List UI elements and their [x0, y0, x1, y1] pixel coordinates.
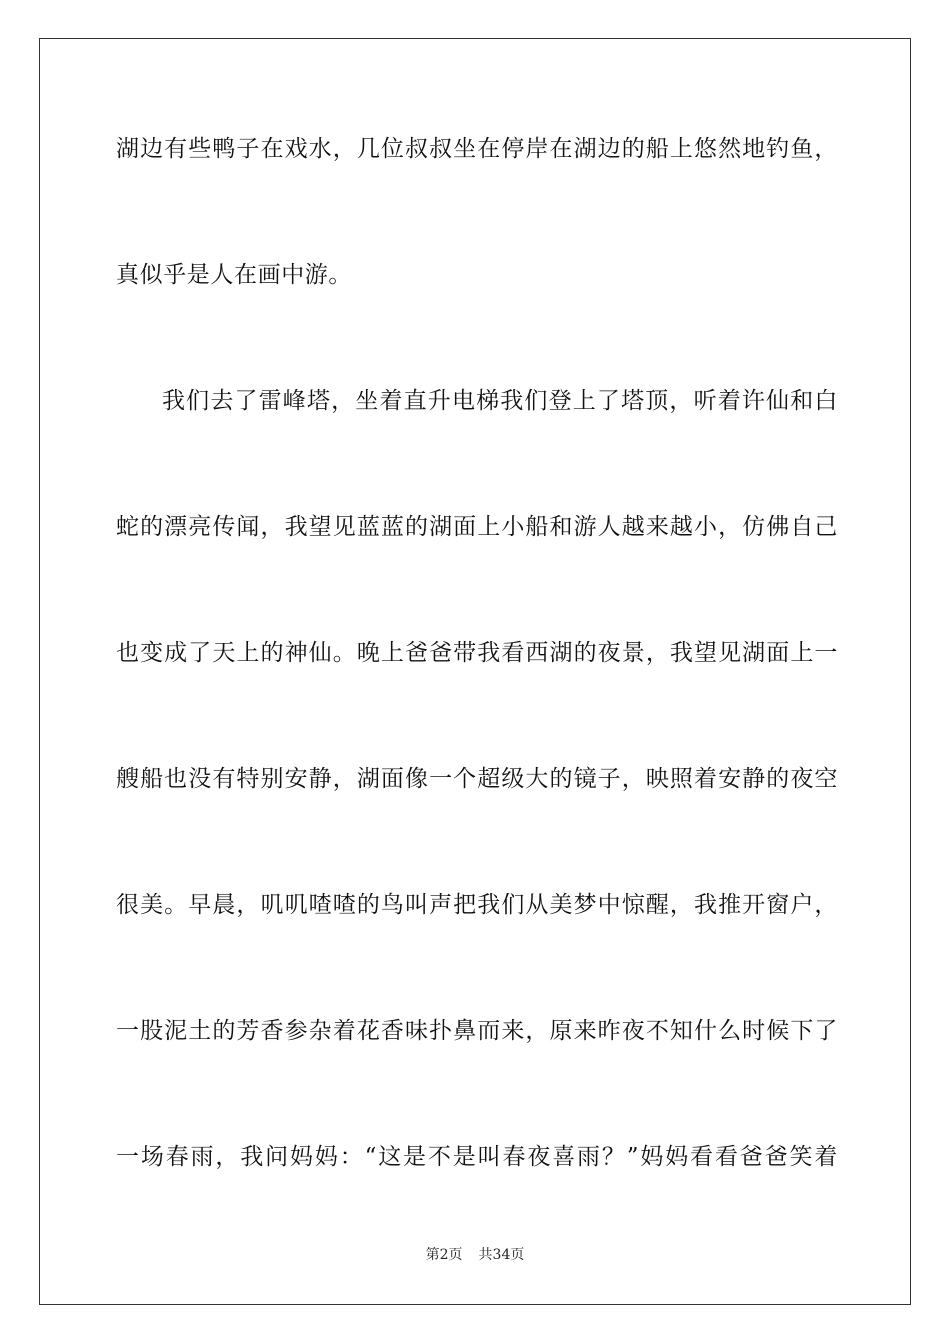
text-line: 蛇的漂亮传闻，我望见蓝蓝的湖面上小船和游人越来越小，仿佛自己: [116, 514, 838, 540]
page-border: [39, 38, 911, 1305]
page-number: 第2页: [425, 1247, 463, 1263]
paragraph-first-line: 我们去了雷峰塔，坐着直升电梯我们登上了塔顶，听着许仙和白: [162, 388, 838, 414]
text-line: 一场春雨，我问妈妈：“这是不是叫春夜喜雨？”妈妈看看爸爸笑着: [116, 1144, 838, 1170]
text-line: 真似乎是人在画中游。: [116, 262, 352, 288]
page-footer: [0, 1246, 950, 1264]
total-pages: 共34页: [478, 1247, 525, 1263]
text-line: 一股泥土的芳香参杂着花香味扑鼻而来，原来昨夜不知什么时候下了: [116, 1018, 838, 1044]
text-line: 湖边有些鸭子在戏水，几位叔叔坐在停岸在湖边的船上悠然地钓鱼，: [116, 136, 838, 162]
text-line: 艘船也没有特别安静，湖面像一个超级大的镜子，映照着安静的夜空: [116, 766, 838, 792]
text-line: 也变成了天上的神仙。晚上爸爸带我看西湖的夜景，我望见湖面上一: [116, 640, 838, 666]
text-line: 很美。早晨，叽叽喳喳的鸟叫声把我们从美梦中惊醒，我推开窗户，: [116, 892, 838, 918]
